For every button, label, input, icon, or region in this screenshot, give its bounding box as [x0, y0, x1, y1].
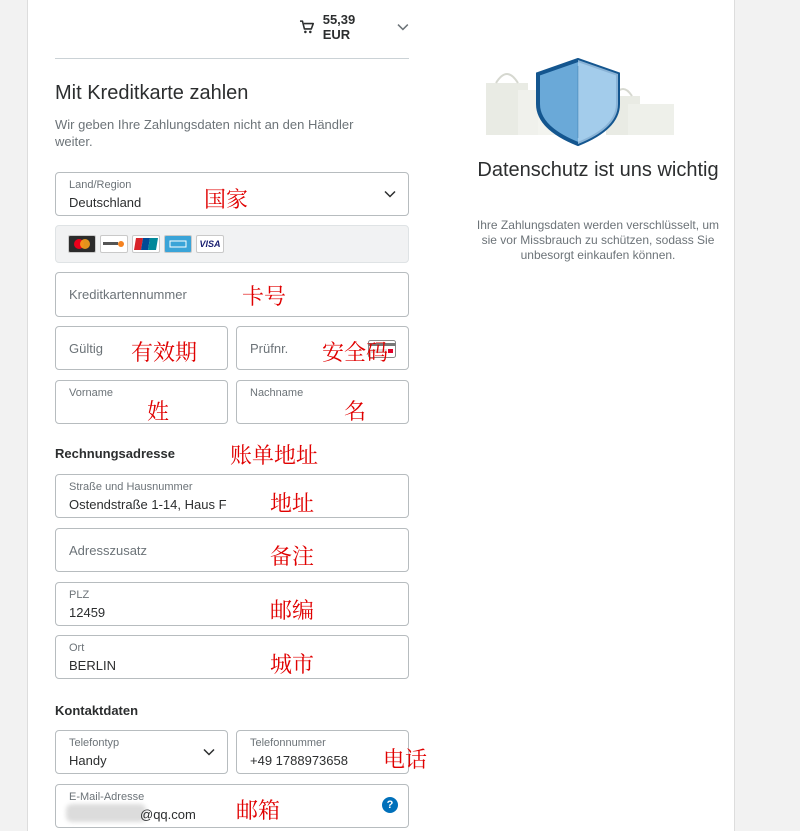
cart-summary[interactable]	[299, 12, 409, 42]
cart-icon	[299, 20, 315, 34]
expiry-placeholder: Gültig	[69, 340, 103, 356]
annotation-email: 邮箱	[236, 799, 281, 824]
chevron-down-icon[interactable]	[397, 23, 409, 31]
address-extra-placeholder: Adresszusatz	[69, 542, 148, 558]
billing-heading: Rechnungsadresse	[55, 446, 175, 461]
street-label: Straße und Hausnummer	[69, 481, 193, 493]
zip-label: PLZ	[69, 589, 90, 601]
zip-value: 12459	[69, 605, 106, 620]
privacy-title: Datenschutz ist uns wichtig	[477, 159, 719, 181]
phone-number-label: Telefonnummer	[250, 737, 326, 749]
privacy-text: Ihre Zahlungsdaten werden verschlüsselt, um sie vor Missbrauch zu schützen, sodass Sie unbesorgt einkaufen können.	[476, 218, 720, 262]
last-name-label: Nachname	[250, 387, 304, 399]
annotation-expiry: 有效期	[131, 341, 198, 366]
phone-type-select[interactable]	[55, 730, 228, 774]
annotation-card-number: 卡号	[242, 285, 287, 310]
card-brands-bar	[55, 225, 409, 263]
street-input[interactable]	[55, 474, 409, 518]
city-value: BERLIN	[69, 658, 116, 673]
phone-type-label: Telefontyp	[69, 737, 120, 749]
help-icon[interactable]: ?	[382, 797, 398, 813]
email-input[interactable]	[55, 784, 409, 828]
annotation-billing: 账单地址	[230, 444, 319, 469]
address-extra-input[interactable]	[55, 528, 409, 572]
shield-icon	[478, 58, 678, 148]
first-name-label: Vorname	[69, 387, 114, 399]
annotation-zip: 邮编	[270, 599, 315, 624]
country-label: Land/Region	[69, 179, 132, 191]
annotation-city: 城市	[270, 653, 315, 678]
city-label: Ort	[69, 642, 85, 654]
phone-number-value: +49 1788973658	[250, 753, 348, 768]
country-value: Deutschland	[69, 195, 142, 210]
annotation-country: 国家	[204, 188, 249, 213]
phone-type-value: Handy	[69, 753, 107, 768]
checkout-page	[27, 0, 735, 831]
cvv-placeholder: Prüfnr.	[250, 340, 289, 356]
zip-input[interactable]	[55, 582, 409, 626]
contact-heading: Kontaktdaten	[55, 703, 139, 718]
card-number-input[interactable]	[55, 272, 409, 317]
annotation-first-name: 姓	[147, 400, 170, 425]
street-value: Ostendstraße 1-14, Haus F	[69, 497, 227, 512]
email-label: E-Mail-Adresse	[69, 791, 145, 803]
discover-icon	[100, 235, 128, 253]
visa-icon	[196, 235, 224, 253]
annotation-extra: 备注	[270, 545, 315, 570]
annotation-last-name: 名	[344, 400, 367, 425]
annotation-phone: 电话	[383, 748, 428, 773]
amex-icon	[164, 235, 192, 253]
chevron-down-icon	[203, 748, 215, 756]
email-redaction	[66, 804, 146, 822]
first-name-input[interactable]	[55, 380, 228, 424]
mastercard-icon	[68, 235, 96, 253]
city-input[interactable]	[55, 635, 409, 679]
card-number-placeholder: Kreditkartennummer	[69, 287, 187, 302]
email-value: @qq.com	[140, 807, 196, 822]
cart-amount: 55,39 EUR	[322, 12, 356, 42]
unionpay-icon	[132, 235, 160, 253]
page-title: Mit Kreditkarte zahlen	[55, 82, 249, 104]
annotation-street: 地址	[270, 492, 315, 517]
header-divider	[55, 58, 409, 59]
annotation-cvv: 安全码	[322, 341, 389, 366]
page-subtitle: Wir geben Ihre Zahlungsdaten nicht an den Händler weiter.	[55, 117, 354, 149]
visa-label: VISA	[199, 239, 221, 249]
last-name-input[interactable]	[236, 380, 409, 424]
chevron-down-icon	[384, 190, 396, 198]
